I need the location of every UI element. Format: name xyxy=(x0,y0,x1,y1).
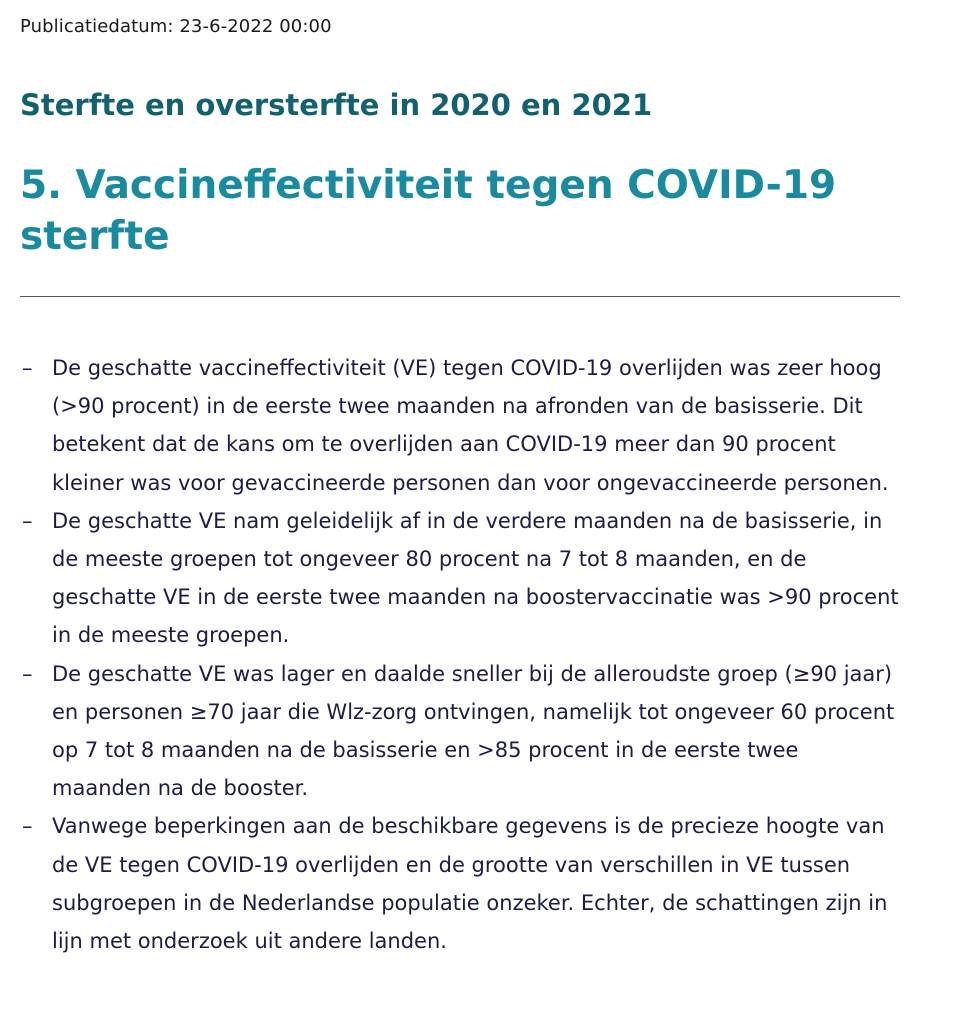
bullet-text: De geschatte VE nam geleidelijk af in de verdere maanden na de basisserie, in de meeste groepen tot ongeveer 80 procent na 7 tot 8 maanden, en de geschatte VE in de eerste twee maanden na boostervaccinatie was >90 procent in de meeste groepen. xyxy=(52,508,899,648)
dash-bullet-marker: – xyxy=(22,814,33,839)
bullet-text: Vanwege beperkingen aan de beschikbare gegevens is de precieze hoogte van de VE tegen COVID-19 overlijden en de grootte van verschillen in VE tussen subgroepen in de Nederlandse populatie onzeker. Echter, de schattingen zijn in lijn met onderzoek uit andere landen. xyxy=(52,814,888,954)
publication-date: Publicatiedatum: 23-6-2022 00:00 xyxy=(20,16,332,37)
dash-bullet-marker: – xyxy=(22,356,33,380)
series-title: Sterfte en oversterfte in 2020 en 2021 xyxy=(20,88,653,122)
dash-bullet-marker: – xyxy=(22,508,33,533)
summary-list xyxy=(22,349,902,960)
bullet-text: De geschatte vaccineffectiviteit (VE) tegen COVID-19 overlijden was zeer hoog (>90 procent) in de eerste twee maanden na afronden van de basisserie. Dit betekent dat de kans om te overlijden aan COVID-19 meer dan 90 procent kleiner was voor gevaccineerde personen dan voor ongevaccineerde personen. xyxy=(52,356,889,495)
divider xyxy=(20,296,900,297)
dash-bullet-marker: – xyxy=(22,661,33,686)
summary-bullet-1 xyxy=(22,349,902,502)
summary-bullet-4 xyxy=(22,807,902,960)
bullet-text: De geschatte VE was lager en daalde sneller bij de alleroudste groep (≥90 jaar) en personen ≥70 jaar die Wlz-zorg ontvingen, namelijk tot ongeveer 60 procent op 7 tot 8 maanden na de basisserie en >85 procent in de eerste twee maanden na de booster. xyxy=(52,661,895,801)
chapter-title: 5. Vaccineffectiviteit tegen COVID-19 sterfte xyxy=(20,163,837,259)
summary-bullet-2 xyxy=(22,502,902,655)
summary-bullet-3 xyxy=(22,655,902,808)
